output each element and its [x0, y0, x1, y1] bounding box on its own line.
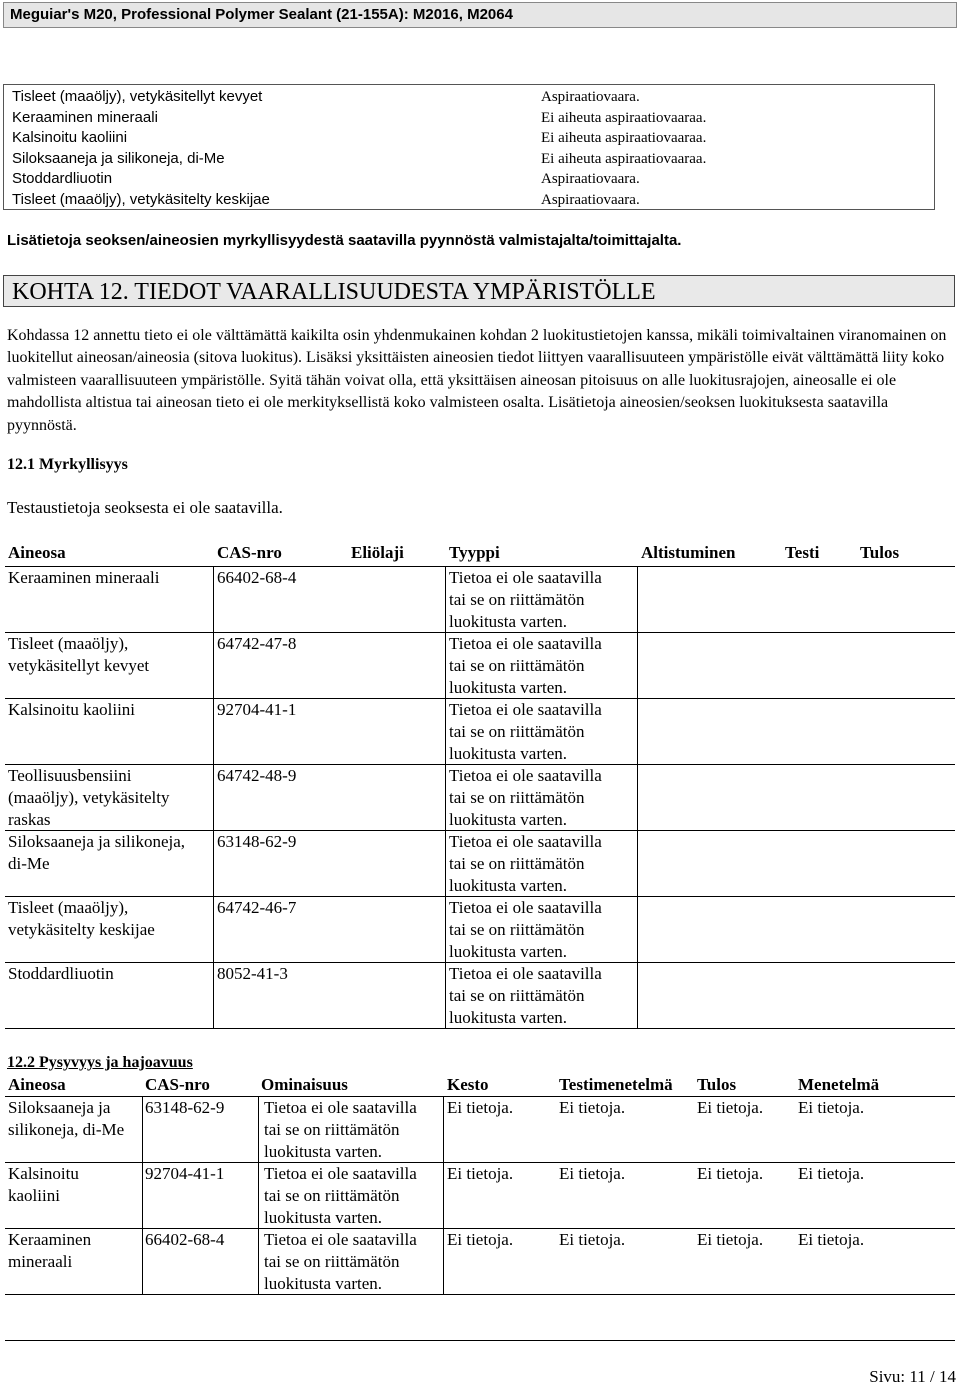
substance-name	[8, 831, 213, 875]
cas-number: 63148-62-9	[217, 832, 297, 851]
row-divider	[637, 633, 638, 698]
toxicity-type-line: tai se on riittämätön	[449, 590, 585, 609]
cas-number: 66402-68-4	[145, 1230, 225, 1249]
toxicity-type	[449, 699, 602, 765]
row-divider	[258, 1097, 259, 1162]
section-intro-paragraph: Kohdassa 12 annettu tieto ei ole välttämättä kaikilta osin yhdenmukainen kohdan 2 luokitustietojen kanssa, mikäli toimivaltainen viranomainen on luokitellut aineosan/aineosia (sitova luokitus). Lisäksi yksittäisten aineosien tiedot liittyen vaarallisuuteen ympäristölle eivät välttämättä liity koko valmisteen vaarallisuuteen ympäristölle. Syitä tähän voivat olla, että yksittäisen aineosan pitoisuus on alle luokitusrajojen, aineosalle ei ole mahdollista altistua tai aineosan tieto ei ole merkityksellistä koko valmisteen osalta. Lisätietoja aineosien/seoksen luokituksesta saatavilla pyynnöstä.	[7, 327, 947, 434]
toxicity-type-line: tai se on riittämätön	[449, 722, 585, 741]
row-divider	[637, 897, 638, 962]
row-divider	[213, 567, 214, 632]
substance-name-line: Keraaminen mineraali	[8, 568, 160, 587]
row-divider	[445, 831, 446, 896]
row-divider	[445, 567, 446, 632]
toxicity-table	[5, 543, 955, 1029]
toxicity-type-line: luokitusta varten.	[449, 876, 568, 895]
toxicity-type-line: tai se on riittämätön	[449, 986, 585, 1005]
row-divider	[213, 765, 214, 830]
toxicity-col-header: Altistuminen	[641, 543, 736, 562]
toxicity-type-line: luokitusta varten.	[449, 1008, 568, 1027]
toxicity-type-line: luokitusta varten.	[449, 810, 568, 829]
cas-number: 64742-47-8	[217, 634, 297, 653]
substance-name-line: Tisleet (maaöljy),	[8, 634, 129, 653]
aspiration-names	[12, 87, 512, 210]
row-divider	[142, 1229, 143, 1294]
toxicity-type-line: Tietoa ei ole saatavilla	[449, 832, 602, 851]
toxicity-type-line: luokitusta varten.	[449, 612, 568, 631]
toxicity-row	[5, 831, 955, 897]
method-value: Ei tietoja.	[798, 1164, 865, 1183]
duration-value: Ei tietoja.	[447, 1230, 514, 1249]
toxicity-type	[449, 633, 602, 699]
result-value: Ei tietoja.	[697, 1164, 764, 1183]
row-divider	[443, 1163, 444, 1228]
substance-name-line: Stoddardliuotin	[8, 964, 114, 983]
toxicity-info-note: Lisätietoja seoksen/aineosien myrkyllisyydestä saatavilla pyynnöstä valmistajalta/toimittajalta.	[7, 232, 682, 249]
row-divider	[443, 1097, 444, 1162]
row-divider	[213, 699, 214, 764]
substance-name-line: Kalsinoitu	[8, 1164, 79, 1183]
row-divider	[142, 1163, 143, 1228]
persistence-col-header: Tulos	[697, 1075, 737, 1094]
substance-name	[8, 897, 213, 941]
property-line: Tietoa ei ole saatavilla	[264, 1164, 417, 1183]
aspiration-substance: Kalsinoitu kaoliini	[12, 129, 128, 146]
aspiration-value: Ei aiheuta aspiraatiovaaraa.	[541, 150, 707, 167]
row-divider	[213, 633, 214, 698]
substance-name	[8, 1163, 79, 1207]
substance-name-line: mineraali	[8, 1252, 73, 1271]
persistence-table	[5, 1075, 955, 1295]
aspiration-substance: Stoddardliuotin	[12, 170, 113, 187]
test-method-value: Ei tietoja.	[559, 1164, 626, 1183]
aspiration-value: Aspiraatiovaara.	[541, 89, 640, 105]
substance-name	[8, 567, 213, 589]
substance-name-line: raskas	[8, 810, 51, 829]
test-method-value: Ei tietoja.	[559, 1098, 626, 1117]
toxicity-row	[5, 633, 955, 699]
cas-number: 63148-62-9	[145, 1098, 225, 1117]
toxicity-type	[449, 567, 602, 633]
persistence-row	[5, 1229, 955, 1295]
row-divider	[445, 633, 446, 698]
substance-name-line: Siloksaaneja ja silikoneja,	[8, 832, 186, 851]
persistence-col-header: Menetelmä	[798, 1075, 880, 1094]
cas-number: 92704-41-1	[217, 700, 297, 719]
row-divider	[213, 831, 214, 896]
toxicity-type-line: Tietoa ei ole saatavilla	[449, 898, 602, 917]
substance-name-line: vetykäsitellyt kevyet	[8, 656, 150, 675]
row-divider	[445, 963, 446, 1028]
duration-value: Ei tietoja.	[447, 1098, 514, 1117]
toxicity-col-header: Tulos	[860, 543, 900, 562]
toxicity-type	[449, 963, 602, 1029]
persistence-col-header: Aineosa	[8, 1075, 66, 1094]
toxicity-type-line: Tietoa ei ole saatavilla	[449, 766, 602, 785]
substance-name	[8, 765, 213, 831]
toxicity-row	[5, 765, 955, 831]
aspiration-substance: Tisleet (maaöljy), vetykäsitelty keskijae	[12, 190, 270, 208]
persistence-heading: 12.2 Pysyvyys ja hajoavuus	[7, 1054, 193, 1071]
aspiration-substance: Keraaminen mineraali	[12, 108, 158, 126]
cas-number: 66402-68-4	[217, 568, 297, 587]
aspiration-substance: Tisleet (maaöljy), vetykäsitellyt kevyet	[12, 88, 263, 105]
toxicity-row	[5, 699, 955, 765]
aspiration-values	[541, 87, 931, 210]
substance-name	[8, 1229, 91, 1273]
document-title: Meguiar's M20, Professional Polymer Sealant (21-155A): M2016, M2064	[10, 6, 513, 23]
toxicity-col-header: Testi	[785, 543, 820, 562]
toxicity-type-line: luokitusta varten.	[449, 942, 568, 961]
aspiration-value: Aspiraatiovaara.	[541, 171, 640, 187]
substance-name-line: Kalsinoitu kaoliini	[8, 700, 136, 719]
substance-name	[8, 1097, 124, 1141]
toxicity-heading: 12.1 Myrkyllisyys	[7, 456, 128, 473]
cas-number: 8052-41-3	[217, 964, 288, 983]
row-divider	[258, 1163, 259, 1228]
row-divider	[443, 1229, 444, 1294]
toxicity-col-header: CAS-nro	[217, 543, 282, 562]
substance-name	[8, 633, 213, 677]
toxicity-type-line: tai se on riittämätön	[449, 656, 585, 675]
row-divider	[445, 765, 446, 830]
persistence-row	[5, 1097, 955, 1163]
aspiration-value: Aspiraatiovaara.	[541, 191, 640, 208]
persistence-col-header: CAS-nro	[145, 1075, 210, 1094]
toxicity-row	[5, 897, 955, 963]
toxicity-type-line: Tietoa ei ole saatavilla	[449, 634, 602, 653]
row-divider	[258, 1229, 259, 1294]
row-divider	[142, 1097, 143, 1162]
toxicity-col-header: Tyyppi	[449, 543, 500, 562]
substance-name-line: Tisleet (maaöljy),	[8, 898, 129, 917]
substance-name-line: vetykäsitelty keskijae	[8, 920, 155, 939]
substance-name-line: silikoneja, di-Me	[8, 1120, 125, 1139]
cas-number: 64742-46-7	[217, 898, 297, 917]
section-title	[3, 275, 955, 307]
property-line: tai se on riittämätön	[264, 1252, 400, 1271]
toxicity-table-header	[5, 543, 955, 567]
substance-name-line: Siloksaaneja ja	[8, 1098, 111, 1117]
toxicity-col-header: Eliölaji	[351, 543, 404, 562]
toxicity-type-line: Tietoa ei ole saatavilla	[449, 964, 602, 983]
document-header	[3, 2, 957, 28]
row-divider	[637, 765, 638, 830]
result-value: Ei tietoja.	[697, 1098, 764, 1117]
property-line: tai se on riittämätön	[264, 1120, 400, 1139]
cas-number: 64742-48-9	[217, 766, 297, 785]
toxicity-type	[449, 765, 602, 831]
substance-name-line: (maaöljy), vetykäsitelty	[8, 788, 170, 807]
substance-name-line: Teollisuusbensiini	[8, 766, 132, 785]
aspiration-value: Ei aiheuta aspiraatiovaaraa.	[541, 130, 707, 146]
property-line: Tietoa ei ole saatavilla	[264, 1098, 417, 1117]
footer-divider	[5, 1340, 955, 1341]
toxicity-row	[5, 567, 955, 633]
persistence-table-header	[5, 1075, 955, 1097]
substance-name	[8, 963, 213, 985]
persistence-row	[5, 1163, 955, 1229]
toxicity-col-header: Aineosa	[8, 543, 66, 562]
method-value: Ei tietoja.	[798, 1230, 865, 1249]
test-method-value: Ei tietoja.	[559, 1230, 626, 1249]
cas-number: 92704-41-1	[145, 1164, 225, 1183]
persistence-col-header: Testimenetelmä	[559, 1075, 673, 1094]
property-line: luokitusta varten.	[264, 1142, 383, 1161]
row-divider	[213, 963, 214, 1028]
property	[264, 1097, 417, 1163]
property-line: luokitusta varten.	[264, 1274, 383, 1293]
toxicity-test-note: Testaustietoja seoksesta ei ole saatavilla.	[7, 498, 283, 517]
toxicity-type-line: tai se on riittämätön	[449, 920, 585, 939]
persistence-col-header: Kesto	[447, 1075, 489, 1094]
row-divider	[637, 567, 638, 632]
toxicity-type-line: Tietoa ei ole saatavilla	[449, 700, 602, 719]
row-divider	[637, 831, 638, 896]
section-title-text: KOHTA 12. TIEDOT VAARALLISUUDESTA YMPÄRISTÖLLE	[12, 279, 656, 305]
substance-name	[8, 699, 213, 721]
substance-name-line: di-Me	[8, 854, 50, 873]
row-divider	[213, 897, 214, 962]
property-line: luokitusta varten.	[264, 1208, 383, 1227]
aspiration-table	[3, 84, 935, 210]
property	[264, 1229, 417, 1295]
duration-value: Ei tietoja.	[447, 1164, 514, 1183]
toxicity-type-line: tai se on riittämätön	[449, 854, 585, 873]
result-value: Ei tietoja.	[697, 1230, 764, 1249]
method-value: Ei tietoja.	[798, 1098, 865, 1117]
row-divider	[445, 699, 446, 764]
property	[264, 1163, 417, 1229]
row-divider	[637, 963, 638, 1028]
row-divider	[637, 699, 638, 764]
substance-name-line: kaoliini	[8, 1186, 60, 1205]
toxicity-type	[449, 897, 602, 963]
row-divider	[445, 897, 446, 962]
aspiration-value: Ei aiheuta aspiraatiovaaraa.	[541, 109, 707, 126]
toxicity-row	[5, 963, 955, 1029]
substance-name-line: Keraaminen	[8, 1230, 92, 1249]
toxicity-type	[449, 831, 602, 897]
property-line: tai se on riittämätön	[264, 1186, 400, 1205]
toxicity-type-line: luokitusta varten.	[449, 744, 568, 763]
persistence-col-header: Ominaisuus	[261, 1075, 348, 1094]
property-line: Tietoa ei ole saatavilla	[264, 1230, 417, 1249]
page-number: Sivu: 11 / 14	[869, 1367, 956, 1386]
toxicity-type-line: Tietoa ei ole saatavilla	[449, 568, 602, 587]
aspiration-substance: Siloksaaneja ja silikoneja, di-Me	[12, 149, 225, 167]
toxicity-type-line: luokitusta varten.	[449, 678, 568, 697]
toxicity-type-line: tai se on riittämätön	[449, 788, 585, 807]
